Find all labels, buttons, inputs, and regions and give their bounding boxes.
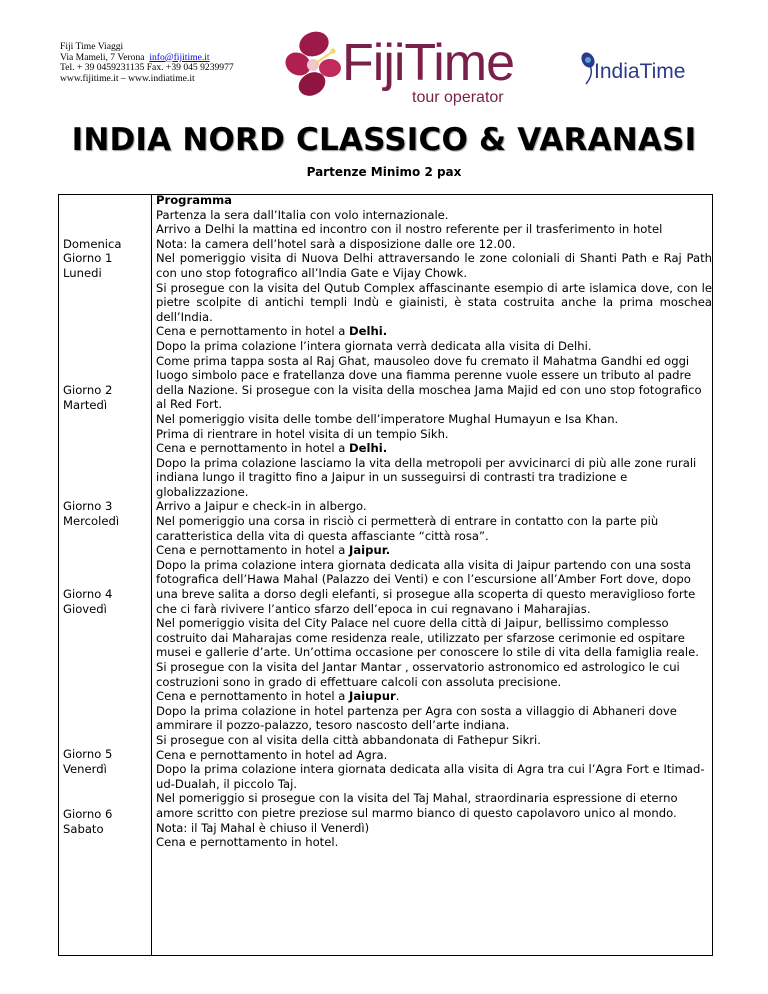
overnight-text: Cena e pernottamento in hotel a: [156, 441, 350, 456]
program-line: Si prosegue con la visita del Jantar Mantar , osservatorio astronomico ed astrologico le cui costruzioni sono in grado di effettuare calcoli con assoluta precisione.: [156, 660, 680, 689]
program-line: [156, 543, 712, 558]
program-line: Si prosegue con la visita del Qutub Complex affascinante esempio di arte islamica dove, con le pietre scolpite di antichi templi Indù e giainisti, è stata costruita anche la prima moschea dell’India.: [156, 280, 712, 324]
program-line: Come prima tappa sosta al Raj Ghat, mausoleo dove fu cremato il Mahatma Gandhi ed oggi luogo simbolo pace e fratellanza dove una fiamma perenne vuole essere un tributo al padre della Nazione. Si prosegue con la visita della moschea Jama Majid ed con uno stop fotografico al Red Fort.: [156, 353, 702, 412]
program-line: Nel pomeriggio visita del City Palace nel cuore della città di Jaipur, bellissimo complesso costruito dai Maharajas come residenza reale, utilizzato per sfarzose cerimonie ed ospitare musei e gallerie d’arte. Un’ottima occasione per conoscere lo stile di vita della famiglia reale.: [156, 616, 699, 660]
indiatime-logo: [576, 50, 712, 86]
day-label: Giorno 4 Giovedì: [63, 587, 113, 616]
program-line: Arrivo a Jaipur e check-in in albergo.: [156, 499, 367, 514]
overnight-city: Delhi.: [349, 324, 388, 339]
program-line: Nel pomeriggio visita delle tombe dell’imperatore Mughal Humayun e Isa Khan.: [156, 411, 619, 426]
program-line: Dopo la prima colazione intera giornata dedicata alla visita di Agra tra cui l’Agra Fort e Itimad-ud-Dualah, il piccolo Taj.: [156, 762, 705, 791]
program-line: Nel pomeriggio visita di Nuova Delhi attraversando le zone coloniali di Shanti Path e Raj Path con uno stop fotografico all’India Gate e Vijay Chowk.: [156, 251, 712, 280]
program-line: Arrivo a Delhi la mattina ed incontro con il nostro referente per il trasferimento in hotel: [156, 222, 663, 237]
program-line: Dopo la prima colazione in hotel partenza per Agra con sosta a villaggio di Abhaneri dove ammirare il pozzo-palazzo, tesoro nascosto dell’arte indiana.: [156, 703, 677, 733]
program-line: Nota: la camera dell’hotel sarà a disposizione dalle ore 12.00.: [156, 236, 516, 251]
itinerary-table: [58, 194, 713, 956]
program-line: [156, 441, 712, 456]
program-header: Programma: [156, 193, 233, 207]
fijitime-logo: [284, 26, 520, 108]
overnight-city: Delhi.: [349, 441, 388, 456]
day-label: Domenica: [63, 237, 122, 251]
page-subtitle: Partenze Minimo 2 pax: [306, 165, 462, 179]
overnight-text: Cena e pernottamento in hotel a: [156, 689, 350, 704]
page-title: INDIA NORD CLASSICO & VARANASI: [71, 122, 697, 158]
program-line: Cena e pernottamento in hotel.: [156, 835, 339, 850]
overnight-text: Cena e pernottamento in hotel a: [156, 543, 350, 558]
program-line: Nel pomeriggio una corsa in risciò ci permetterà di entrare in contatto con la parte più caratteristica della vita di questa affasciante “città rosa”.: [156, 514, 659, 543]
overnight-city: Jaiupur: [349, 689, 396, 704]
company-address: Via Mameli, 7 Verona: [60, 51, 145, 63]
day-label: Giorno 2 Martedì: [63, 383, 113, 412]
program-column: [156, 193, 712, 850]
program-line: Dopo la prima colazione l’intera giornata verrà dedicata alla visita di Delhi.: [156, 338, 592, 353]
program-line: [156, 324, 712, 339]
company-info: [60, 42, 234, 84]
day-label: Giorno 6 Sabato: [63, 807, 113, 836]
day-label: Giorno 5 Venerdì: [63, 747, 113, 776]
program-line: Dopo la prima colazione lasciamo la vita della metropoli per avvicinarci di più alle zone rurali indiana lungo il tragitto fino a Jaipur in un susseguirsi di contrasti tra tradizione e globalizzazione.: [156, 455, 697, 499]
fijitime-wordmark: FijiTime: [342, 34, 515, 92]
overnight-period: .: [395, 689, 400, 704]
fijitime-tagline: tour operator: [412, 89, 504, 106]
hibiscus-flower-icon: [284, 28, 341, 101]
program-line: Dopo la prima colazione intera giornata dedicata alla visita di Jaipur partendo con una sosta fotografica dell’Hawa Mahal (Palazzo dei Venti) e con l’escursione all’Amber Fort dove, dopo una breve salita a dorso degli elefanti, si prosegue alla scoperta di questo meraviglioso forte che ci farà rivivere l’antico sfarzo dell’epoca in cui regnavano i Maharajias.: [156, 557, 696, 616]
email-link[interactable]: info@fijitime.it: [149, 51, 210, 63]
program-line: [156, 689, 712, 704]
program-line: Nota: il Taj Mahal è chiuso il Venerdì): [156, 820, 370, 835]
company-name: Fiji Time Viaggi: [60, 41, 124, 52]
program-line: Si prosegue con al visita della città abbandonata di Fathepur Sikri.: [156, 732, 541, 747]
program-line: Prima di rientrare in hotel visita di un tempio Sikh.: [156, 426, 449, 441]
overnight-text: Cena e pernottamento in hotel a: [156, 324, 350, 339]
indiatime-wordmark: IndiaTime: [594, 60, 686, 83]
overnight-city: Jaipur.: [349, 543, 391, 558]
day-label: Giorno 3 Mercoledì: [63, 499, 120, 528]
program-line: Partenza la sera dall’Italia con volo internazionale.: [156, 207, 449, 222]
company-web: www.fijitime.it – www.indiatime.it: [60, 72, 195, 84]
program-line: Nel pomeriggio si prosegue con la visita del Taj Mahal, straordinaria espressione di eterno amore scritto con pietre preziose sul marmo bianco di questo capolavoro unico al mondo.: [156, 791, 678, 820]
program-line: Cena e pernottamento in hotel ad Agra.: [156, 747, 388, 762]
company-phone: Tel. + 39 0459231135 Fax. +39 045 9239977: [60, 62, 234, 74]
day-label: Giorno 1 Lunedi: [63, 251, 113, 280]
column-divider: [151, 195, 152, 955]
